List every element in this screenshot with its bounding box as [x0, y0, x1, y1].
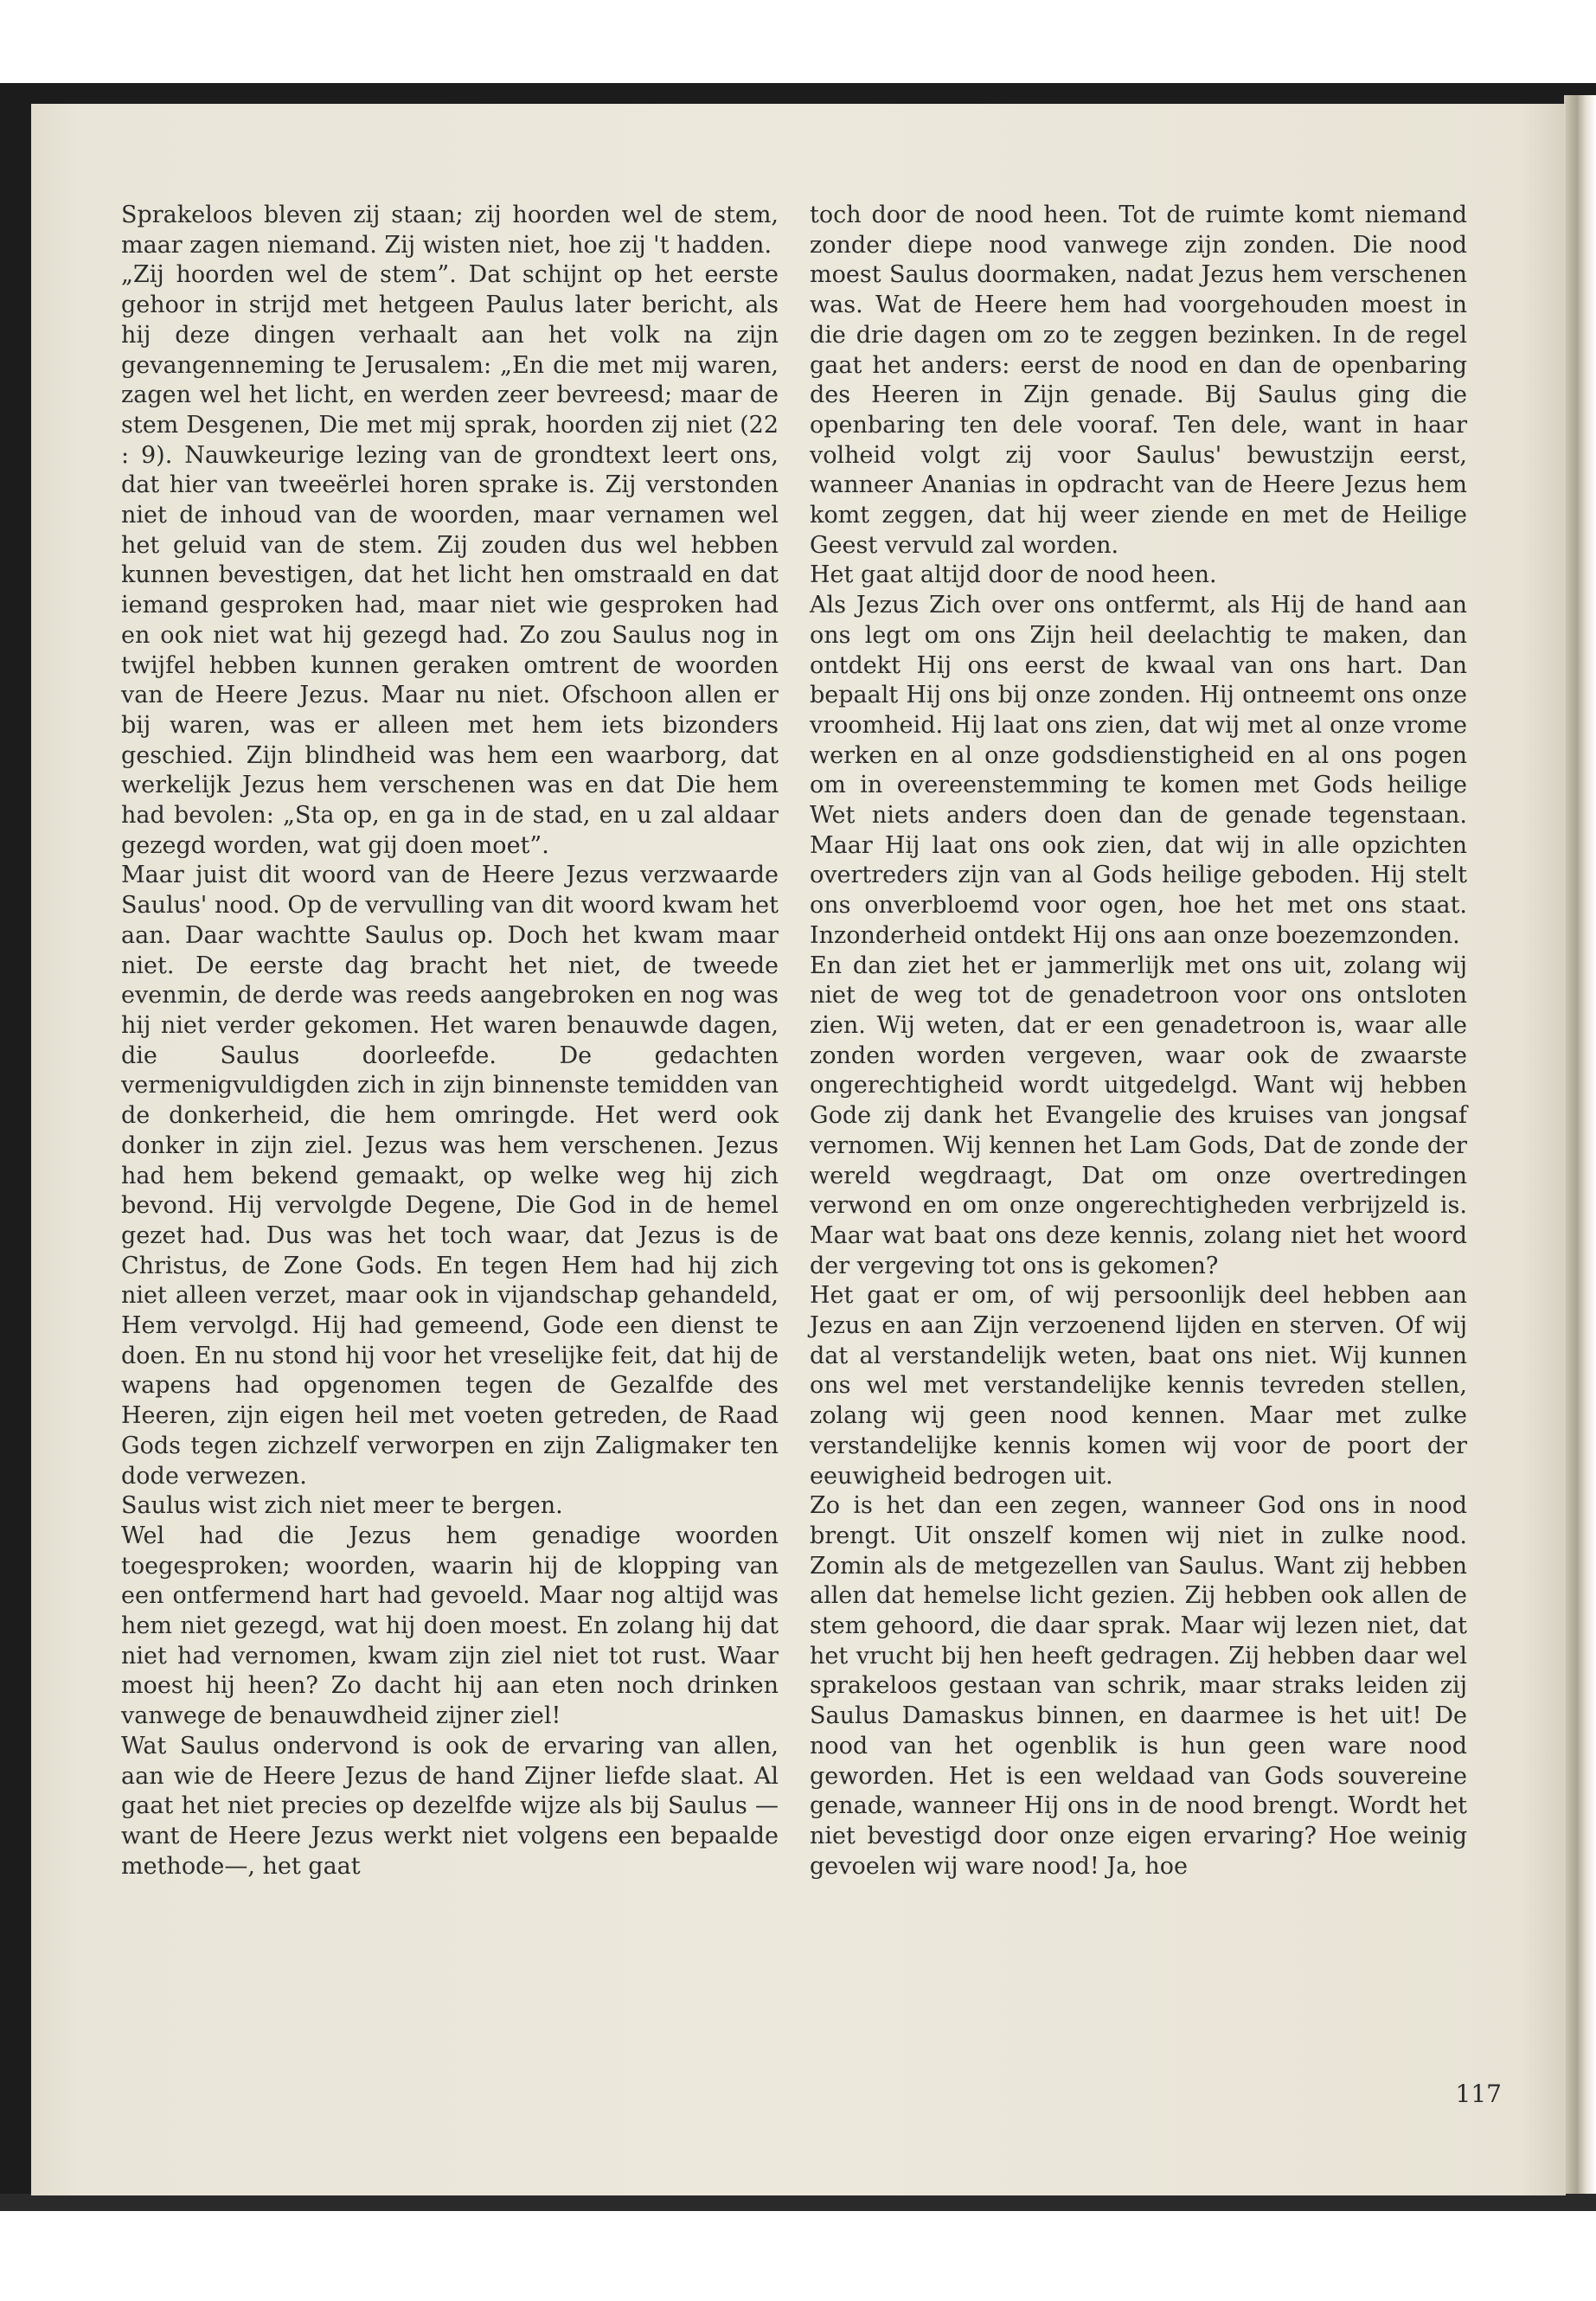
book-edge — [1564, 95, 1596, 2199]
scan-border-top — [0, 83, 1596, 106]
paragraph: „Zij hoorden wel de stem”. Dat schijnt op het eerste gehoor in strijd met hetgeen Paulus later bericht, als hij deze dingen verhaalt aan het volk na zijn gevangenneming te Jerusalem: „En die met mij waren, zagen wel het licht, en werden zeer bevreesd; maar de stem Desgenen, Die met mij sprak, hoorden zij niet (22 : 9). Nauwkeurige lezing van de grondtext leert ons, dat hier van tweeërlei horen sprake is. Zij verstonden niet de inhoud van de woorden, maar vernamen wel het geluid van de stem. Zij zouden dus wel hebben kunnen bevestigen, dat het licht hen omstraald en dat iemand gesproken had, maar niet wie gesproken had en ook niet wat hij gezegd had. Zo zou Saulus nog in twijfel hebben kunnen geraken omtrent de woorden van de Heere Jezus. Maar nu niet. Ofschoon allen er bij waren, was er alleen met hem iets bizonders geschied. Zijn blindheid was hem een waarborg, dat werkelijk Jezus hem verschenen was en dat Die hem had bevolen: „Sta op, en ga in de stad, en u zal aldaar gezegd worden, wat gij doen moet”. — [121, 261, 779, 859]
paragraph: Maar juist dit woord van de Heere Jezus verzwaarde Saulus' nood. Op de vervulling van dit woord kwam het aan. Daar wachtte Saulus op. Doch het kwam maar niet. De eerste dag bracht het niet, de tweede evenmin, de derde was reeds aangebroken en nog was hij niet verder gekomen. Het waren benauwde dagen, die Saulus doorleefde. De gedachten vermenigvuldigden zich in zijn binnenste temidden van de donkerheid, die hem omringde. Het werd ook donker in zijn ziel. Jezus was hem verschenen. Jezus had hem bekend gemaakt, op welke weg hij zich bevond. Hij vervolgde Degene, Die God in de hemel gezet had. Dus was het toch waar, dat Jezus is de Christus, de Zone Gods. En tegen Hem had hij zich niet alleen verzet, maar ook in vijandschap gehandeld, Hem vervolgd. Hij had gemeend, Gode een dienst te doen. En nu stond hij voor het vreselijke feit, dat hij de wapens had opgenomen tegen de Gezalfde des Heeren, zijn eigen heil met voeten getreden, de Raad Gods tegen zichzelf verworpen en zijn Zaligmaker ten dode verwezen. — [121, 862, 779, 1490]
paragraph: Zo is het dan een zegen, wanneer God ons in nood brengt. Uit onszelf komen wij niet in zulke nood. Zomin als de metgezellen van Saulus. Want zij hebben allen dat hemelse licht gezien. Zij hebben ook allen de stem gehoord, die daar sprak. Maar wij lezen niet, dat het vrucht bij hen heeft gedragen. Zij hebben daar wel sprakeloos gestaan van schrik, maar straks leiden zij Saulus Damaskus binnen, en daarmee is het uit! De nood van het ogenblik is hun geen ware nood geworden. Het is een weldaad van Gods souvereine genade, wanneer Hij ons in de nood brengt. Wordt het niet bevestigd door onze eigen ervaring? Hoe weinig gevoelen wij ware nood! Ja, hoe — [810, 1492, 1467, 1880]
paragraph: En dan ziet het er jammerlijk met ons uit, zolang wij niet de weg tot de genadetroon voor ons ontsloten zien. Wij weten, dat er een genadetroon is, waar alle zonden worden vergeven, waar ook de zwaarste ongerechtigheid wordt uitgedelgd. Want wij hebben Gode zij dank het Evangelie des kruises van jongsaf vernomen. Wij kennen het Lam Gods, Dat de zonde der wereld wegdraagt, Dat om onze overtredingen verwond en om onze ongerechtigheden verbrijzeld is. Maar wat baat ons deze kennis, zolang niet het woord der vergeving tot ons is gekomen? — [810, 952, 1467, 1279]
paragraph: Saulus wist zich niet meer te bergen. — [121, 1492, 563, 1520]
paragraph: Sprakeloos bleven zij staan; zij hoorden wel de stem, maar zagen niemand. Zij wisten niet, hoe zij 't hadden. — [121, 202, 779, 259]
page-number: 117 — [1455, 2080, 1502, 2108]
paragraph: Het gaat er om, of wij persoonlijk deel hebben aan Jezus en aan Zijn verzoenend lijden en sterven. Of wij dat al verstandelijk weten, baat ons niet. Wij kunnen ons wel met verstandelijke kennis tevreden stellen, zolang wij geen nood kennen. Maar met zulke verstandelijke kennis komen wij voor de poort der eeuwigheid bedrogen uit. — [810, 1282, 1467, 1490]
scan-border-bottom — [0, 2194, 1596, 2211]
right-column — [810, 201, 1467, 1881]
scan-border-left — [0, 83, 31, 2211]
book-page — [31, 104, 1566, 2195]
paragraph: Het gaat altijd door de nood heen. — [810, 561, 1217, 589]
left-column — [121, 201, 779, 1881]
paragraph: Wel had die Jezus hem genadige woorden toegesproken; woorden, waarin hij de klopping van een ontfermend hart had gevoeld. Maar nog altijd was hem niet gezegd, wat hij doen moest. En zolang hij dat niet had vernomen, kwam zijn ziel niet tot rust. Waar moest hij heen? Zo dacht hij aan eten noch drinken vanwege de benauwdheid zijner ziel! — [121, 1522, 779, 1730]
paragraph: toch door de nood heen. Tot de ruimte komt niemand zonder diepe nood vanwege zijn zonden. Die nood moest Saulus doormaken, nadat Jezus hem verschenen was. Wat de Heere hem had voorgehouden moest in die drie dagen om zo te zeggen bezinken. In de regel gaat het anders: eerst de nood en dan de openbaring des Heeren in Zijn genade. Bij Saulus ging die openbaring ten dele vooraf. Ten dele, want in haar volheid volgt zij voor Saulus' bewustzijn eerst, wanneer Ananias in opdracht van de Heere Jezus hem komt zeggen, dat hij weer ziende en met de Heilige Geest vervuld zal worden. — [810, 202, 1467, 559]
paragraph: Wat Saulus ondervond is ook de ervaring van allen, aan wie de Heere Jezus de hand Zijner liefde slaat. Al gaat het niet precies op dezelfde wijze als bij Saulus — want de Heere Jezus werkt niet volgens een bepaalde methode—, het gaat — [121, 1732, 779, 1880]
paragraph: Als Jezus Zich over ons ontfermt, als Hij de hand aan ons legt om ons Zijn heil deelachtig te maken, dan ontdekt Hij ons eerst de kwaal van ons hart. Dan bepaalt Hij ons bij onze zonden. Hij ontneemt ons onze vroomheid. Hij laat ons zien, dat wij met al onze vrome werken en al onze godsdienstigheid en al ons pogen om in overeenstemming te komen met Gods heilige Wet niets anders doen dan de genade tegenstaan. Maar Hij laat ons ook zien, dat wij in alle opzichten overtreders zijn van al Gods heilige geboden. Hij stelt ons onverbloemd voor ogen, hoe het met ons staat. Inzonderheid ontdekt Hij ons aan onze boezemzonden. — [810, 592, 1467, 949]
